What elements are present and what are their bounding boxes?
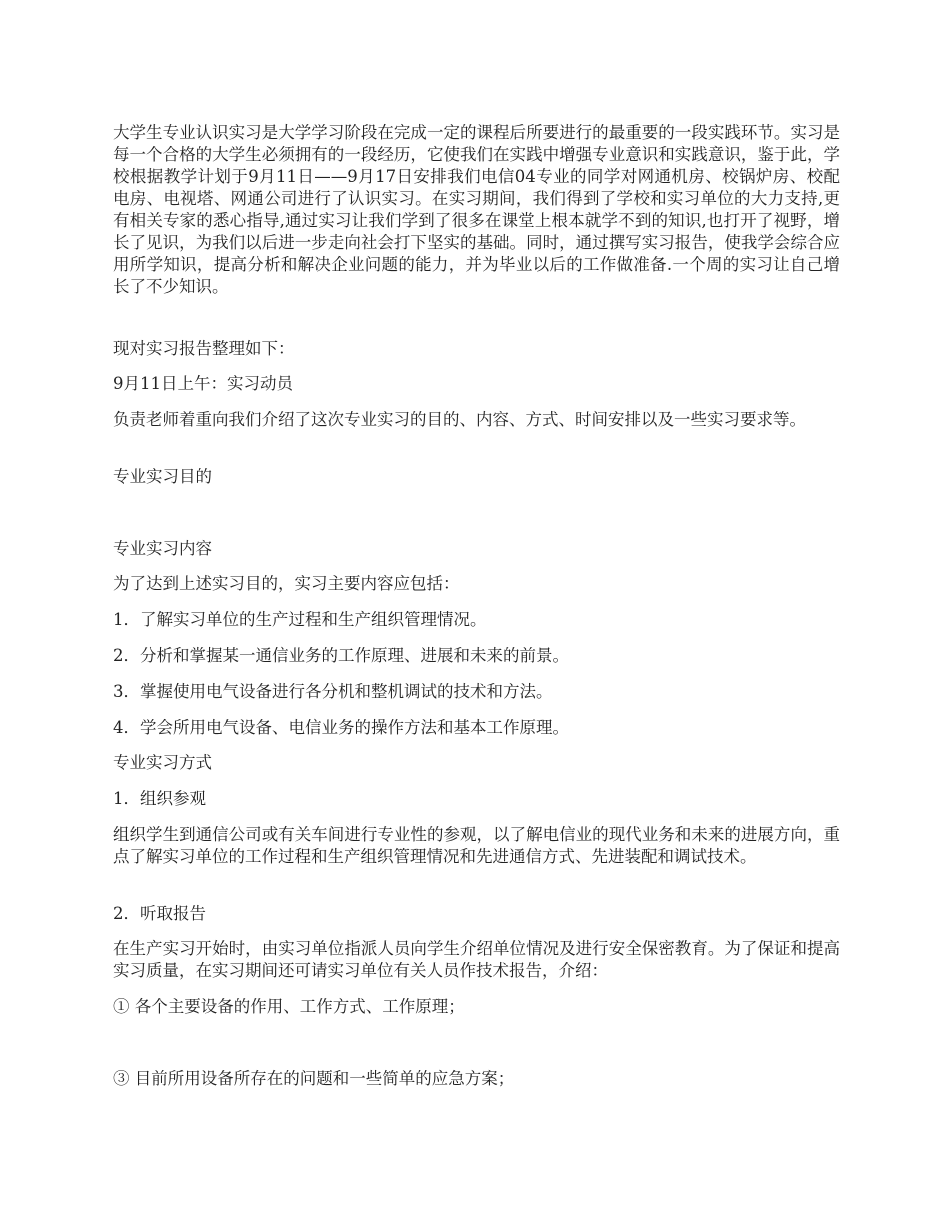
content-heading: 专业实习内容	[113, 539, 212, 558]
method-heading: 专业实习方式	[113, 753, 212, 772]
intro-paragraph: 大学生专业认识实习是大学学习阶段在完成一定的课程后所要进行的最重要的一段实践环节。实习是每一个合格的大学生必须拥有的一段经历，它使我们在实践中增强专业意识和实践意识，鉴于此，学校根据教学计划于9月11日——9月17日安排我们电信04专业的同学对网通机房、校锅炉房、校配电房、电视塔、网通公司进行了认识实习。在实习期间，我们得到了学校和实习单位的大力支持,更有相关专家的悉心指导,通过实习让我们学到了很多在课堂上根本就学不到的知识,也打开了视野，增长了见识，为我们以后进一步走向社会打下坚实的基础。同时，通过撰写实习报告，使我学会综合应用所学知识，提高分析和解决企业问题的能力，并为毕业以后的工作做准备.一个周的实习让自己增长了不少知识。	[113, 123, 840, 296]
method2-body-paragraph: 在生产实习开始时，由实习单位指派人员向学生介绍单位情况及进行安全保密教育。为了保证和提高实习质量，在实习期间还可请实习单位有关人员作技术报告，介绍：	[113, 939, 840, 980]
report-intro-paragraph: 现对实习报告整理如下：	[113, 339, 295, 358]
method1-body-paragraph: 组织学生到通信公司或有关车间进行专业性的参观，以了解电信业的现代业务和未来的进展方向，重点了解实习单位的工作过程和生产组织管理情况和先进通信方式、先进装配和调试技术。	[113, 825, 840, 866]
day1-body-paragraph: 负责老师着重向我们介绍了这次专业实习的目的、内容、方式、时间安排以及一些实习要求等。	[113, 410, 806, 429]
method2-title: 2．听取报告	[113, 904, 206, 923]
method1-title: 1．组织参观	[113, 789, 206, 808]
content-list-item: 2．分析和掌握某一通信业务的工作原理、进展和未来的前景。	[113, 646, 569, 665]
content-list-item: 1．了解实习单位的生产过程和生产组织管理情况。	[113, 610, 487, 629]
purpose-heading: 专业实习目的	[113, 467, 212, 486]
content-list-item: 3．掌握使用电气设备进行各分机和整机调试的技术和方法。	[113, 682, 553, 701]
content-list-item: 4．学会所用电气设备、电信业务的操作方法和基本工作原理。	[113, 718, 569, 737]
report-item-3: ③ 目前所用设备所存在的问题和一些简单的应急方案；	[113, 1069, 515, 1088]
day1-heading: 9月11日上午：实习动员	[113, 374, 293, 393]
content-intro-paragraph: 为了达到上述实习目的，实习主要内容应包括：	[113, 574, 460, 593]
report-item-1: ① 各个主要设备的作用、工作方式、工作原理；	[113, 997, 465, 1016]
